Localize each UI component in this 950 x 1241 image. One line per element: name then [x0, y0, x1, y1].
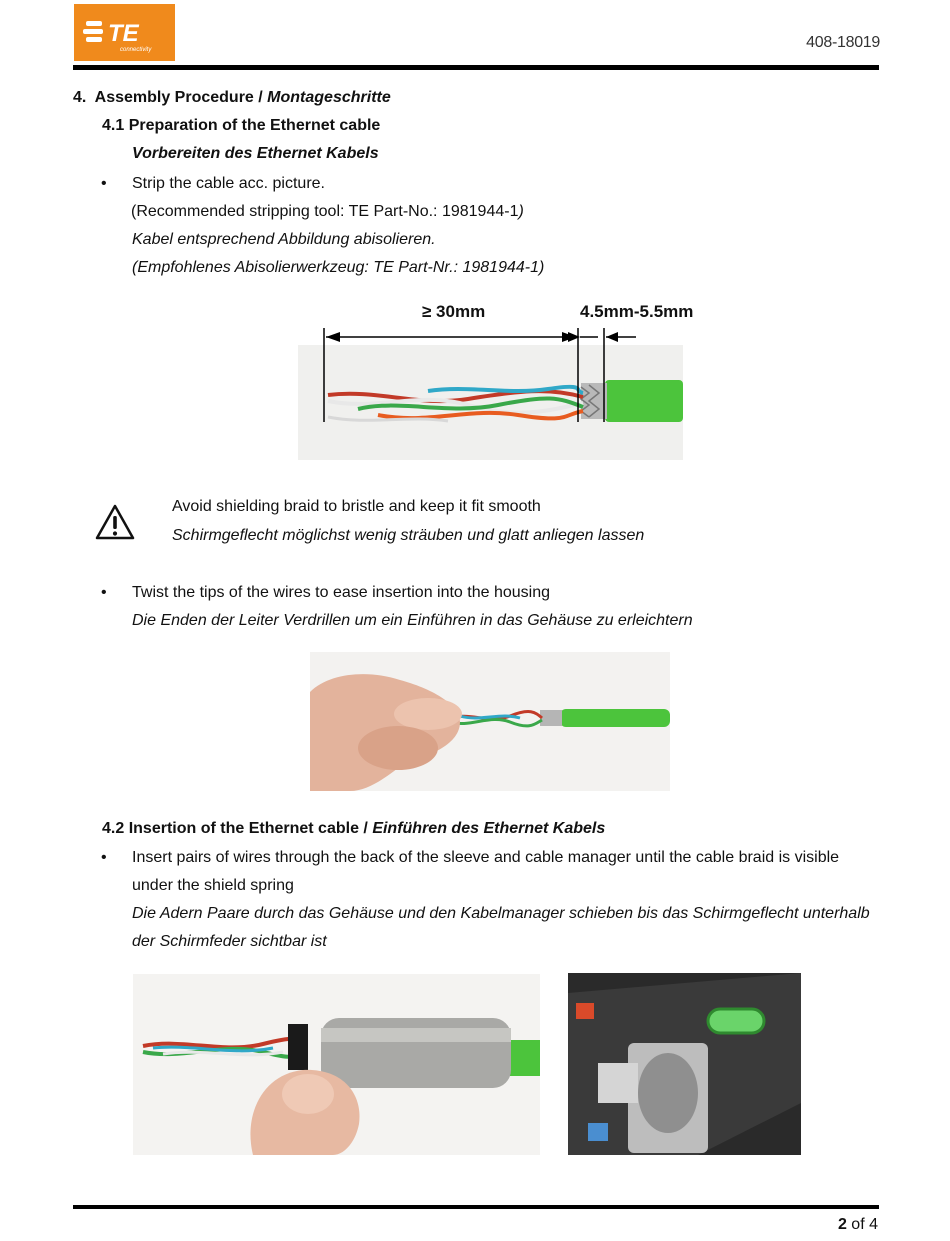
dimension-label-shield: 4.5mm-5.5mm [580, 302, 694, 321]
bullet-marker: • [101, 849, 107, 866]
stripping-tool-en [131, 203, 524, 221]
twist-instruction-de: Die Enden der Leiter Verdrillen um ein Einführen in das Gehäuse zu erleichtern [132, 612, 693, 629]
strip-instruction-de: Kabel entsprechend Abbildung abisolieren. [132, 231, 436, 248]
section-4-heading [73, 89, 391, 107]
section-4-title: Assembly Procedure [94, 89, 254, 106]
section-4-number: 4. [73, 89, 87, 106]
page-number [838, 1216, 878, 1234]
insert-instruction-de-line1: Die Adern Paare durch das Gehäuse und den Kabelmanager schieben bis das Schirmgeflecht unterhalb [132, 905, 870, 922]
insert-instruction-en-line1: Insert pairs of wires through the back of the sleeve and cable manager until the cable braid is visible [132, 849, 840, 866]
dimension-label-30mm: ≥ 30mm [422, 302, 486, 321]
section-4-2-title: Insertion of the Ethernet cable [128, 820, 359, 837]
strip-instruction-en: Strip the cable acc. picture. [132, 175, 325, 192]
section-4-2-separator: / [358, 820, 373, 837]
insert-instruction-en-line2: under the shield spring [132, 877, 294, 894]
section-4-1-title-de: Vorbereiten des Ethernet Kabels [132, 145, 379, 162]
stripping-tool-en-text: (Recommended stripping tool: TE Part-No.: 1981944-1 [131, 203, 519, 220]
warning-text-de: Schirmgeflecht möglichst wenig sträuben und glatt anliegen lassen [172, 527, 645, 544]
dimension-lines [318, 322, 648, 424]
warning-text-en: Avoid shielding braid to bristle and keep it fit smooth [172, 498, 541, 515]
logo-subtext: connectivity [120, 47, 152, 53]
section-4-2-heading [102, 820, 605, 838]
page-total: of 4 [846, 1216, 878, 1233]
section-4-2-number: 4.2 [102, 820, 125, 837]
bullet-marker: • [101, 584, 107, 601]
header-rule [73, 65, 879, 70]
te-logo-mark [74, 4, 175, 61]
section-4-1-title: Preparation of the Ethernet cable [128, 117, 381, 134]
twist-instruction-en: Twist the tips of the wires to ease insertion into the housing [132, 584, 551, 601]
footer-rule [73, 1205, 879, 1209]
stripping-tool-de: (Empfohlenes Abisolierwerkzeug: TE Part-Nr.: 1981944-1) [132, 259, 545, 276]
twist-wires-photo [310, 652, 670, 791]
document-number: 408-18019 [806, 34, 880, 51]
page-current: 2 [837, 1216, 847, 1233]
stripping-tool-en-close: ) [518, 203, 524, 220]
section-4-title-de: Montageschritte [267, 89, 391, 106]
insert-instruction-de-line2: der Schirmfeder sichtbar ist [132, 933, 327, 950]
section-4-separator: / [253, 89, 268, 106]
logo-text: TE [108, 20, 139, 47]
te-logo [74, 4, 175, 61]
section-4-1-number: 4.1 [102, 117, 125, 134]
warning-icon [94, 503, 136, 546]
section-4-1-heading [102, 117, 380, 135]
section-4-2-title-de: Einführen des Ethernet Kabels [372, 820, 606, 837]
cable-manager-closeup-photo [568, 973, 801, 1155]
bullet-marker: • [101, 175, 107, 192]
sleeve-insertion-photo [133, 974, 540, 1155]
